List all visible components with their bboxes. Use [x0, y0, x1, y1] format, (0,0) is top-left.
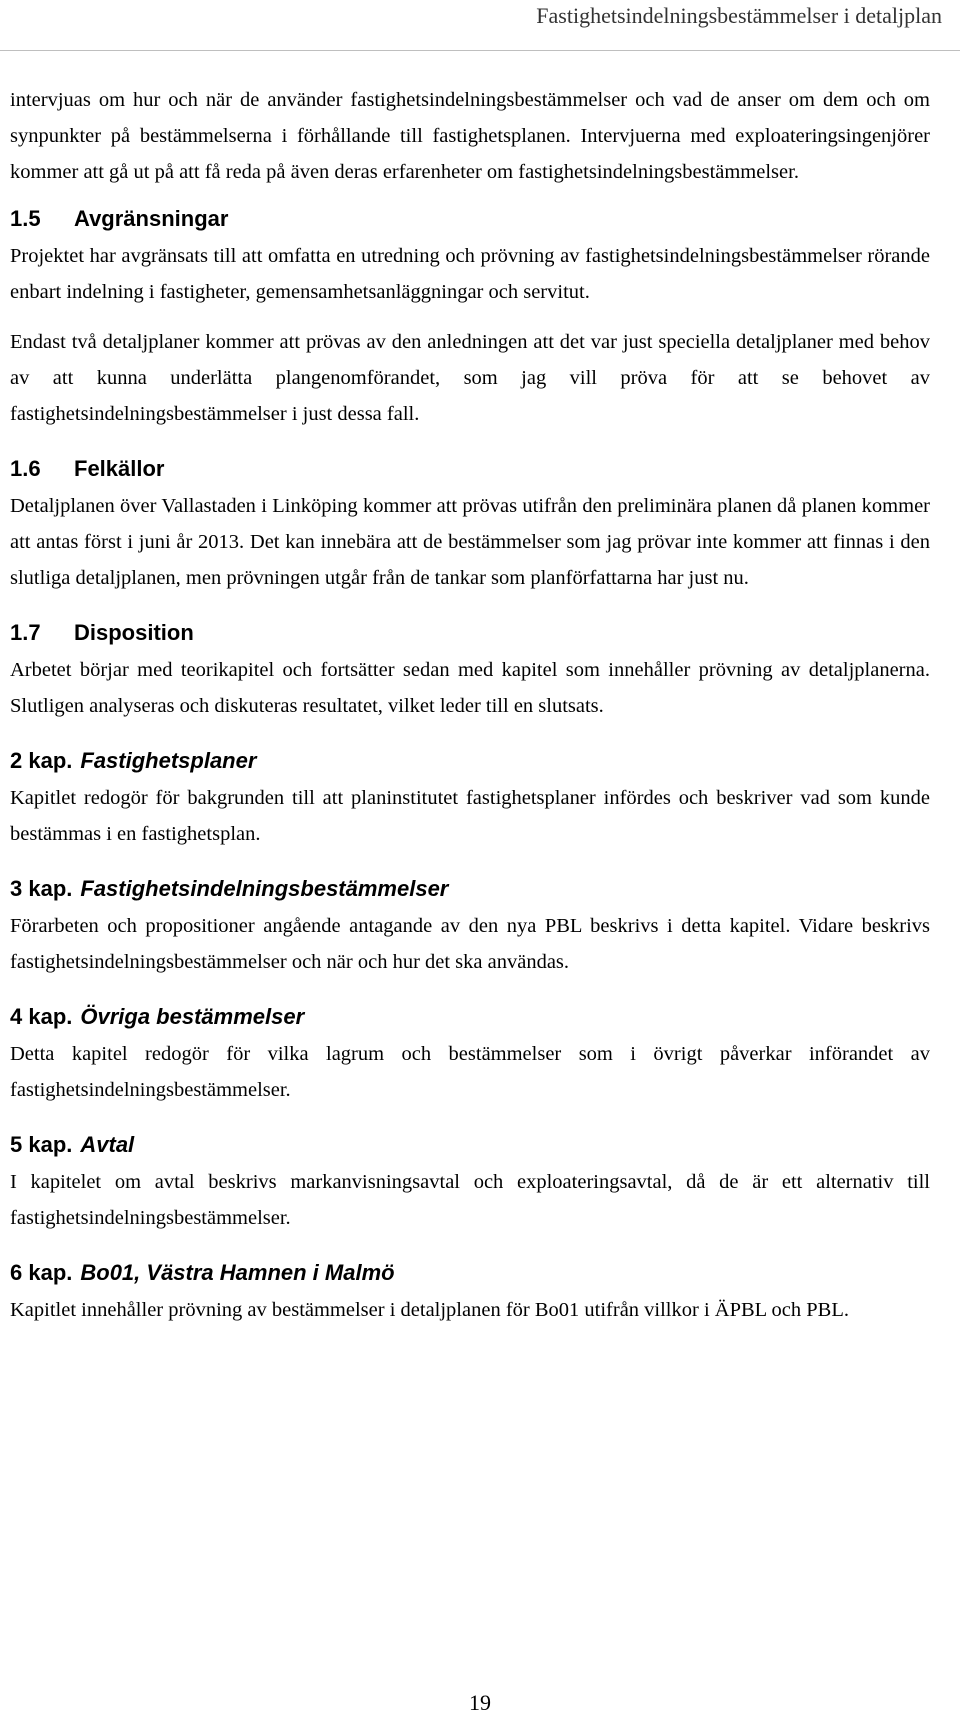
section-paragraph: Projektet har avgränsats till att omfatta en utredning och prövning av fastighetsindelningsbestämmelser rörande enbart indelning i fastigheter, gemensamhetsanläggningar och servitut. — [10, 245, 930, 303]
section-title: Avgränsningar — [74, 206, 229, 231]
section-paragraph: Arbetet börjar med teorikapitel och fortsätter sedan med kapitel som innehåller prövning av detaljplanerna. Slutligen analyseras och diskuteras resultatet, vilket leder till en slutsats. — [10, 659, 930, 717]
chapter-heading-3 — [10, 874, 930, 904]
chapter-heading-4 — [10, 1002, 930, 1032]
section-title: Disposition — [74, 620, 194, 645]
page-body — [10, 82, 930, 1342]
section-number: 1.5 — [10, 206, 41, 231]
chapter-heading-6 — [10, 1258, 930, 1288]
chapter-number: 4 kap. — [10, 1004, 73, 1029]
section-title: Felkällor — [74, 456, 165, 481]
chapter-heading-5 — [10, 1130, 930, 1160]
chapter-summary: Förarbeten och propositioner angående antagande av den nya PBL beskrivs i detta kapitel. Vidare beskrivs fastighetsindelningsbestämmelser och när och hur det ska användas. — [10, 915, 930, 973]
running-header — [0, 0, 960, 51]
chapter-heading-2 — [10, 746, 930, 776]
chapter-number: 6 kap. — [10, 1260, 73, 1285]
chapter-number: 2 kap. — [10, 748, 73, 773]
intro-paragraph: intervjuas om hur och när de använder fastighetsindelningsbestämmelser och vad de anser om dem och om synpunkter på bestämmelserna i förhållande till fastighetsplanen. Intervjuerna med exploateringsingenjörer kommer att gå ut på att få reda på även deras erfarenheter om fastighetsindelningsbestämmelser. — [10, 89, 930, 183]
section-heading-1-5 — [10, 204, 930, 234]
section-heading-1-6 — [10, 454, 930, 484]
chapter-title: Övriga bestämmelser — [80, 1004, 305, 1029]
page-number: 19 — [469, 1690, 491, 1715]
running-header-title: Fastighetsindelningsbestämmelser i detaljplan — [536, 3, 942, 28]
chapter-summary: Kapitlet redogör för bakgrunden till att planinstitutet fastighetsplaner infördes och beskriver vad som kunde bestämmas i en fastighetsplan. — [10, 787, 930, 845]
chapter-summary: I kapitelet om avtal beskrivs markanvisningsavtal och exploateringsavtal, då de är ett alternativ till fastighetsindelningsbestämmelser. — [10, 1171, 930, 1229]
section-paragraph: Detaljplanen över Vallastaden i Linköping kommer att prövas utifrån den preliminära planen då planen kommer att antas först i juni år 2013. Det kan innebära att de bestämmelser som jag prövar inte kommer att finnas i den slutliga detaljplanen, men prövningen utgår från de tankar som planförfattarna har just nu. — [10, 495, 930, 589]
chapter-title: Avtal — [80, 1132, 135, 1157]
section-number: 1.6 — [10, 456, 41, 481]
section-paragraph: Endast två detaljplaner kommer att prövas av den anledningen att det var just speciella detaljplaner med behov av att kunna underlätta plangenomförandet, som jag vill pröva för att se behovet av fastighetsindelningsbestämmelser i just dessa fall. — [10, 331, 930, 425]
chapter-title: Fastighetsindelningsbestämmelser — [80, 876, 449, 901]
chapter-number: 3 kap. — [10, 876, 73, 901]
chapter-summary: Kapitlet innehåller prövning av bestämmelser i detaljplanen för Bo01 utifrån villkor i ÄPBL och PBL. — [10, 1299, 849, 1321]
chapter-number: 5 kap. — [10, 1132, 73, 1157]
chapter-summary: Detta kapitel redogör för vilka lagrum och bestämmelser som i övrigt påverkar införandet av fastighetsindelningsbestämmelser. — [10, 1043, 930, 1101]
chapter-title: Fastighetsplaner — [80, 748, 257, 773]
chapter-title: Bo01, Västra Hamnen i Malmö — [80, 1260, 395, 1285]
section-number: 1.7 — [10, 620, 41, 645]
section-heading-1-7 — [10, 618, 930, 648]
